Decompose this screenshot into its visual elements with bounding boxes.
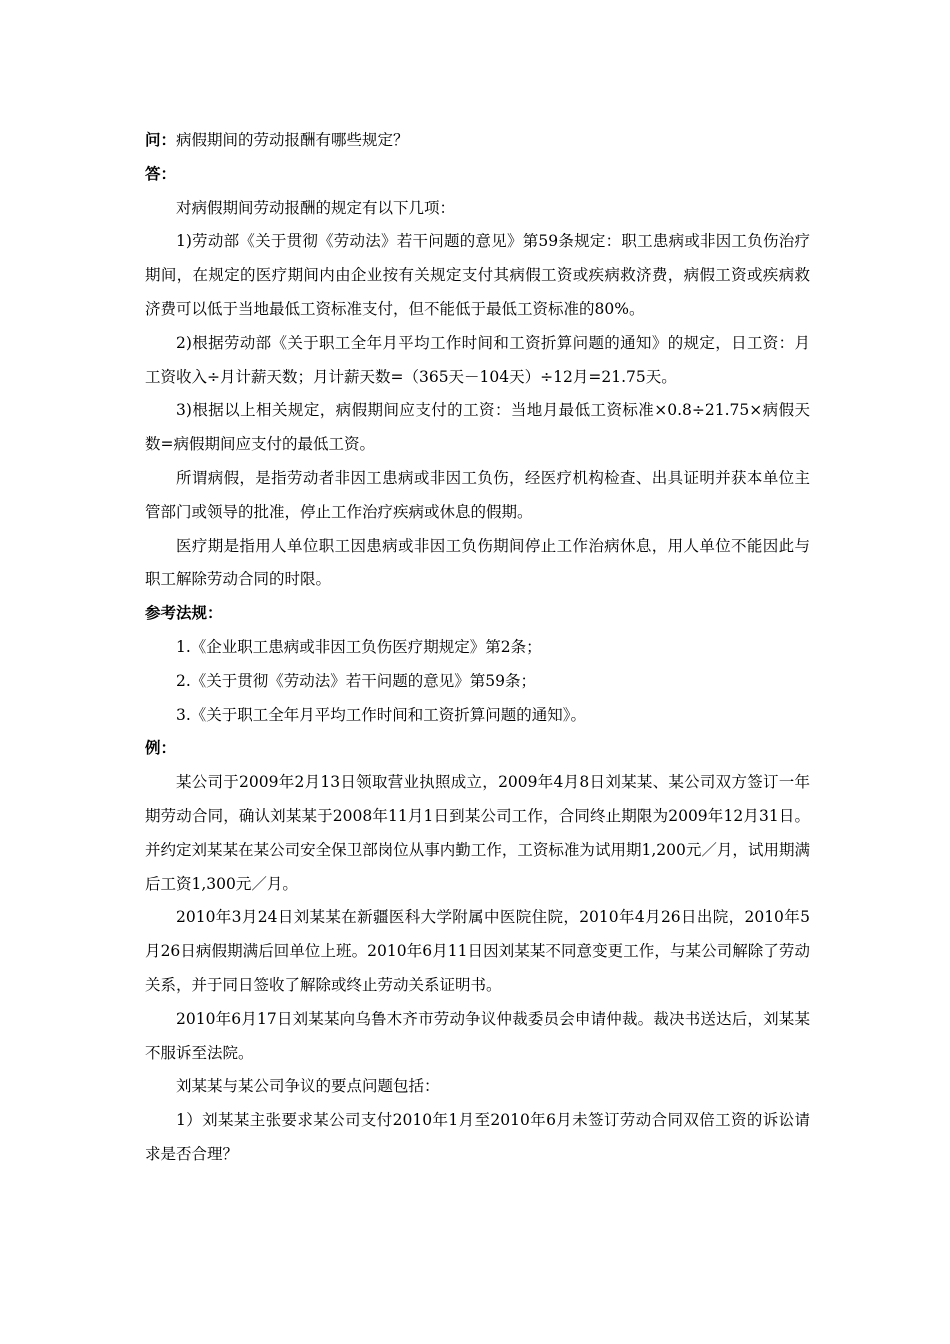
example-paragraph: 1）刘某某主张要求某公司支付2010年1月至2010年6月未签订劳动合同双倍工资的诉讼请求是否合理？ [145,1111,810,1163]
reference-item: 2.《关于贯彻《劳动法》若干问题的意见》第59条； [176,671,537,690]
question-line [145,124,810,158]
answer-paragraph: 对病假期间劳动报酬的规定有以下几项： [176,198,456,217]
answer-paragraph: 2)根据劳动部《关于职工全年月平均工作时间和工资折算问题的通知》的规定，日工资：月工资收入÷月计薪天数；月计薪天数=（365天－104天）÷12月=21.75天。 [145,333,810,386]
answer-paragraph: 1)劳动部《关于贯彻《劳动法》若干问题的意见》第59条规定：职工患病或非因工负伤治疗期间，在规定的医疗期间内由企业按有关规定支付其病假工资或疾病救济费，病假工资或疾病救济费可以低于当地最低工资标准支付，但不能低于最低工资标准的80%。 [145,232,810,318]
example-paragraph: 2010年3月24日刘某某在新疆医科大学附属中医院住院，2010年4月26日出院，2010年5月26日病假期满后回单位上班。2010年6月11日因刘某某不同意变更工作，与某公司解除了劳动关系，并于同日签收了解除或终止劳动关系证明书。 [145,908,810,994]
references-label: 参考法规： [145,604,223,623]
example-paragraph: 2010年6月17日刘某某向乌鲁木齐市劳动争议仲裁委员会申请仲裁。裁决书送达后，刘某某不服诉至法院。 [145,1009,810,1062]
question-label: 问： [145,131,177,149]
answer-heading [145,158,810,192]
question-text: 病假期间的劳动报酬有哪些规定？ [176,131,409,149]
answer-label: 答： [145,164,177,183]
references-heading [145,597,810,631]
answer-paragraph: 3)根据以上相关规定，病假期间应支付的工资：当地月最低工资标准×0.8÷21.75×病假天数=病假期间应支付的最低工资。 [145,401,810,454]
example-heading [145,732,810,766]
example-paragraph: 刘某某与某公司争议的要点问题包括： [176,1077,440,1096]
answer-paragraph: 医疗期是指用人单位职工因患病或非因工负伤期间停止工作治病休息，用人单位不能因此与职工解除劳动合同的时限。 [145,536,810,589]
example-paragraph: 某公司于2009年2月13日领取营业执照成立，2009年4月8日刘某某、某公司双方签订一年期劳动合同，确认刘某某于2008年11月1日到某公司工作，合同终止期限为2009年12月31日。并约定刘某某在某公司安全保卫部岗位从事内勤工作，工资标准为试用期1,200元／月，试用期满后工资1,300元／月。 [145,773,810,893]
document-page [145,124,810,1172]
example-label: 例： [145,739,177,758]
reference-item: 3.《关于职工全年月平均工作时间和工资折算问题的通知》。 [176,705,587,724]
reference-item: 1.《企业职工患病或非因工负伤医疗期规定》第2条； [176,637,542,656]
answer-paragraph: 所谓病假，是指劳动者非因工患病或非因工负伤，经医疗机构检查、出具证明并获本单位主管部门或领导的批准，停止工作治疗疾病或休息的假期。 [145,468,810,521]
